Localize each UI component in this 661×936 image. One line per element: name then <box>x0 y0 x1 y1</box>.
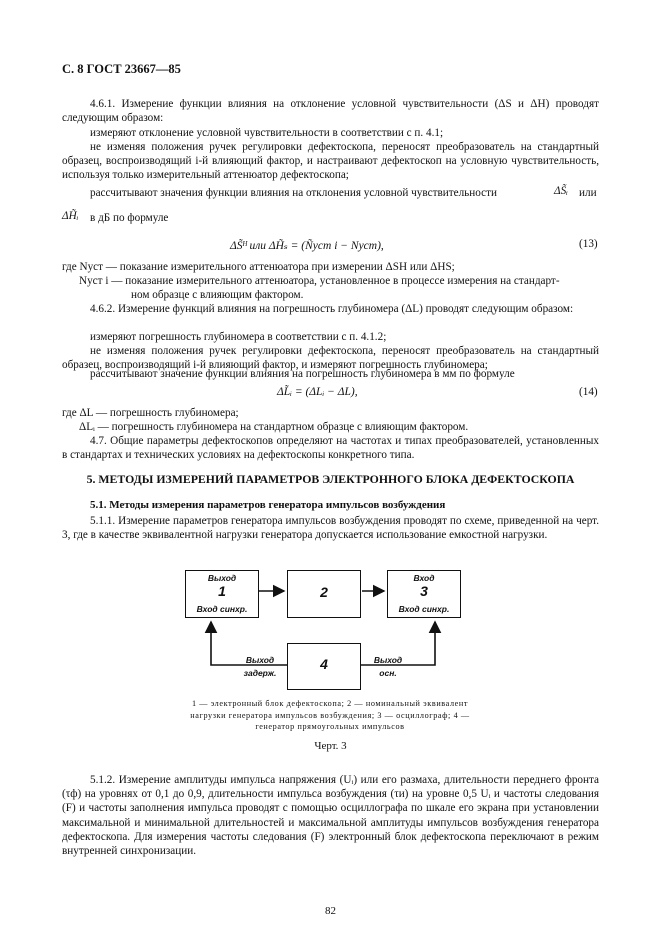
paragraph-5-1-1: 5.1.1. Измерение параметров генератора импульсов возбуждения проводят по схеме, приведенной на черт. 3, где в качестве эквивалентной нагрузки генератора допускается использование емкостной нагрузки. <box>62 515 599 542</box>
where-13-b1: Nуст i — показание измерительного аттенюатора, установленное в процессе измерения на стандарт- <box>79 275 560 287</box>
where-13-b2: ном образце с влияющим фактором. <box>131 289 304 301</box>
paragraph-4-6-2-c: рассчитывают значение функции влияния на погрешность глубиномера в мм по формуле <box>90 368 515 380</box>
block-4-number: 4 <box>320 656 328 672</box>
section-5-title: 5. МЕТОДЫ ИЗМЕРЕНИЙ ПАРАМЕТРОВ ЭЛЕКТРОННОГО БЛОКА ДЕФЕКТОСКОПА <box>86 472 575 486</box>
delayed-output-label-1: Выход <box>245 655 275 665</box>
block-3-input-label: Вход <box>413 573 435 583</box>
chart-label: Черт. 3 <box>314 740 347 752</box>
block-3-number: 3 <box>420 583 428 599</box>
paragraph-4-6-1-a: измеряют отклонение условной чувствительности в соответствии с п. 4.1; <box>90 127 444 139</box>
paragraph-4-6-1-c1: рассчитывают значения функции влияния на отклонения условной чувствительности <box>90 187 497 199</box>
main-output-label-1: Выход <box>373 655 403 665</box>
diagram-caption: 1 — электронный блок дефектоскопа; 2 — номинальный эквивалент нагрузки генератора импульсов возбуждения; 3 — осциллограф; 4 — генератор прямоугольных импульсов <box>190 699 470 731</box>
symbol-delta-s: ΔS̃ᵢ <box>554 185 568 197</box>
page-header: С. 8 ГОСТ 23667—85 <box>62 62 181 76</box>
subsection-5-1-title: 5.1. Методы измерения параметров генератора импульсов возбуждения <box>90 499 446 511</box>
block-3-sync-label: Вход синхр. <box>398 604 450 614</box>
paragraph-4-6-1-b: не изменяя положения ручек регулировки дефектоскопа, переносят преобразователь на стандартный образец, воспроизводящий i-й влияющий фактор, и настраивают дефектоскоп на условную чувствительность, используя только измерительный аттенюатор дефектоскопа; <box>62 141 599 182</box>
symbol-delta-h: ΔH̃ᵢ <box>62 210 79 222</box>
paragraph-4-6-1: 4.6.1. Измерение функции влияния на отклонение условной чувствительности (ΔS и ΔH) проводят следующим образом: <box>62 98 599 125</box>
paragraph-4-6-2: 4.6.2. Измерение функций влияния на погрешность глубиномера (ΔL) проводят следующим образом: <box>90 303 574 315</box>
where-13-a: где Nуст — показание измерительного аттенюатора при измерении ΔSH или ΔHS; <box>62 261 455 273</box>
paragraph-4-6-1-c2: в дБ по формуле <box>90 212 169 224</box>
or-word: или <box>579 187 597 199</box>
paragraph-4-6-2-a: измеряют погрешность глубиномера в соответствии с п. 4.1.2; <box>90 331 387 343</box>
formula-13: ΔS̃ᴴ или ΔH̃ₛ = (Ñуст i − Nуст), <box>230 240 384 252</box>
formula-13-number: (13) <box>579 238 598 250</box>
paragraph-5-1-2: 5.1.2. Измерение амплитуды импульса напряжения (Uᵢ) или его размаха, длительности переднего фронта (τф) на уровнях от 0,1 до 0,9, длительности импульса возбуждения (τи) на уровне 0,5 Uᵢ и частоты следования (F) и частоты заполнения импульса проводят с помощью осциллографа по шкале его экрана при установлении максимальной и минимальной длительностей и максимальной амплитуды импульсов возбуждения генератора дефектоскопа. Для измерения частоты следования (F) электронный блок дефектоскопа переключают в режим внутренней синхронизации. <box>62 774 599 858</box>
formula-14: ΔL̃ᵢ = (ΔLᵢ − ΔL), <box>277 386 358 398</box>
paragraph-4-6-2-b: не изменяя положения ручек регулировки дефектоскопа, переносят преобразователь на стандартный образец, воспроизводящий i-й влияющий фактор, и измеряют погрешность глубиномера; <box>62 345 599 372</box>
block-1-output-label: Выход <box>207 573 237 583</box>
block-1-number: 1 <box>218 583 226 599</box>
where-14-b: ΔLᵢ — погрешность глубиномера на стандартном образце с влияющим фактором. <box>79 421 469 433</box>
block-2-number: 2 <box>320 584 328 600</box>
paragraph-4-7: 4.7. Общие параметры дефектоскопов определяют на частотах и типах преобразователей, установленных в стандартах и технических условиях на дефектоскопы конкретного типа. <box>62 435 599 462</box>
page-number: 82 <box>325 905 336 917</box>
where-14-a: где ΔL — погрешность глубиномера; <box>62 407 239 419</box>
delayed-output-label-2: задерж. <box>243 668 277 678</box>
block-1-sync-label: Вход синхр. <box>196 604 248 614</box>
main-output-label-2: осн. <box>379 668 397 678</box>
formula-14-number: (14) <box>579 386 598 398</box>
